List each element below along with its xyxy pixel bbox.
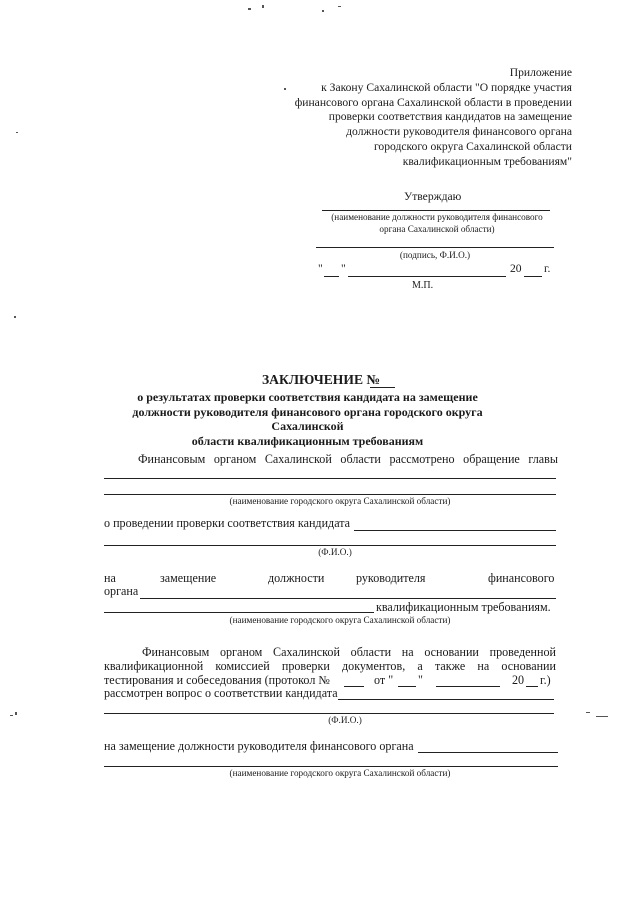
title-number-line xyxy=(370,387,395,388)
date-suffix: г. xyxy=(544,262,551,275)
appendix-line: проверки соответствия кандидатов на замещение xyxy=(328,110,572,124)
approval-heading: Утверждаю xyxy=(404,190,462,203)
protocol-from: от " xyxy=(374,673,394,687)
position-text: на замещение должности руководителя финансового органа xyxy=(104,739,414,753)
date-day-line xyxy=(324,276,339,277)
protocol-year-line xyxy=(526,686,538,687)
fio-caption: (Ф.И.О.) xyxy=(318,547,352,557)
date-year-line xyxy=(524,276,542,277)
fill-line xyxy=(104,478,556,479)
date-month-line xyxy=(348,276,506,277)
scan-speck xyxy=(284,88,286,90)
protocol-year: 20 xyxy=(512,673,525,687)
scan-speck xyxy=(14,316,16,318)
protocol-day-line xyxy=(398,686,416,687)
subtitle-line: должности руководителя финансового органа городского округа Сахалинской xyxy=(132,404,483,434)
position-line xyxy=(322,210,550,211)
appendix-line: к Закону Сахалинской области "О порядке участия xyxy=(321,80,572,94)
fill-line xyxy=(104,545,556,546)
scan-speck xyxy=(15,712,17,715)
protocol-quote: " xyxy=(418,673,423,687)
signature-caption: (подпись, Ф.И.О.) xyxy=(399,250,471,260)
district-caption: (наименование городского округа Сахалинской области) xyxy=(229,615,451,625)
scan-speck xyxy=(10,715,13,716)
scan-speck xyxy=(248,8,251,10)
date-quote-open: " xyxy=(318,262,323,275)
fill-line xyxy=(104,766,558,767)
requirements-text: квалификационным требованиям. xyxy=(376,600,551,614)
question-text: рассмотрен вопрос о соответствии кандидата xyxy=(104,686,338,700)
word: на xyxy=(104,571,116,585)
check-text: о проведении проверки соответствия кандидата xyxy=(104,516,351,530)
stamp-label: М.П. xyxy=(412,280,434,291)
fio-caption: (Ф.И.О.) xyxy=(328,715,362,725)
scan-speck xyxy=(586,712,590,713)
date-quote-close: " xyxy=(341,262,346,275)
scan-speck xyxy=(596,716,608,717)
district-caption: (наименование городского округа Сахалинской области) xyxy=(229,768,451,778)
district-caption: (наименование городского округа Сахалинской области) xyxy=(229,496,451,506)
word: руководителя xyxy=(356,571,426,585)
appendix-line: финансового органа Сахалинской области в проведении xyxy=(294,95,572,109)
paragraph-1-line: Финансовым органом Сахалинской области рассмотрено обращение главы xyxy=(138,452,558,466)
fill-line xyxy=(104,494,556,495)
scan-speck xyxy=(322,10,324,12)
subtitle-line: о результатах проверки соответствия кандидата на замещение xyxy=(137,390,478,404)
appendix-line: должности руководителя финансового органа xyxy=(346,125,572,139)
paragraph-3-line: Финансовым органом Сахалинской области на основании проведенной xyxy=(142,645,556,659)
date-year: 20 xyxy=(510,262,522,275)
signature-line xyxy=(316,247,554,248)
organ-text: органа xyxy=(104,584,139,598)
doc-title: ЗАКЛЮЧЕНИЕ № xyxy=(262,372,381,387)
paragraph-3-line: квалификационной комиссией проверки документов, а также на основании xyxy=(104,659,556,673)
fill-line xyxy=(354,530,556,531)
protocol-text: тестирования и собеседования (протокол № xyxy=(104,673,330,687)
protocol-number-line xyxy=(344,686,364,687)
appendix-line: квалификационным требованиям" xyxy=(402,154,572,168)
appendix-block xyxy=(272,66,572,170)
appendix-line: городского округа Сахалинской области xyxy=(373,139,572,153)
appendix-line: Приложение xyxy=(509,66,572,79)
protocol-suffix: г.) xyxy=(540,673,551,687)
word: замещение xyxy=(160,571,217,585)
word: должности xyxy=(268,571,325,585)
protocol-month-line xyxy=(436,686,500,687)
position-caption: (наименование должности руководителя финансового xyxy=(331,212,543,222)
scan-speck xyxy=(262,5,264,8)
doc-subtitle xyxy=(100,390,515,448)
fill-line xyxy=(104,713,554,714)
scan-speck xyxy=(16,132,18,133)
scan-speck xyxy=(338,6,341,7)
position-caption: органа Сахалинской области) xyxy=(379,224,495,234)
fill-line xyxy=(104,612,374,613)
subtitle-line: области квалификационным требованиям xyxy=(191,433,424,448)
word: финансового xyxy=(488,571,555,585)
fill-line xyxy=(140,598,556,599)
fill-line xyxy=(338,699,554,700)
fill-line xyxy=(418,752,558,753)
